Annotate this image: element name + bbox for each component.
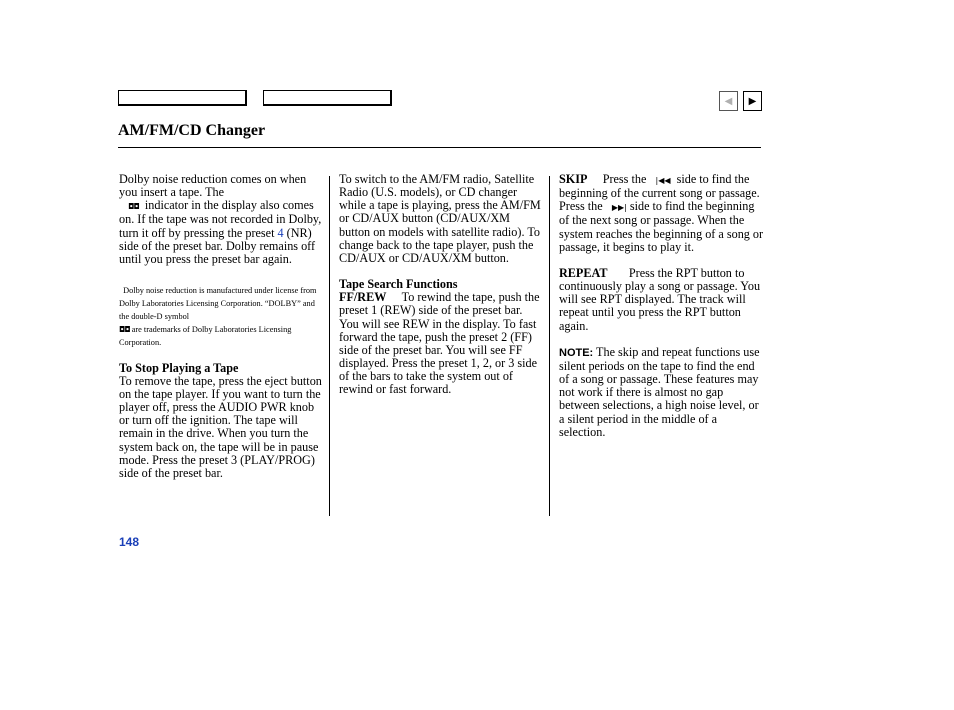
dolby-paragraph: Dolby noise reduction comes on when you insert a tape. The ◘◘ indicator in the display also comes on. If the tape was not recorded in Dolby, turn it off by pressing the preset 4 (NR) side of the preset bar. Dolby remains off until you press the preset bar again. xyxy=(119,172,322,266)
dolby-double-d-icon: ◘◘ xyxy=(119,325,130,335)
repeat-label: REPEAT xyxy=(559,265,608,280)
ffrew-label: FF/REW xyxy=(339,290,387,305)
skip-forward-icon: ▶▶| xyxy=(611,203,627,213)
stop-playing-body: To remove the tape, press the eject button on the tape player. If you want to turn the player off, press the AUDIO PWR knob or turn off the ignition. The tape will remain in the drive. When you turn the system back on, the tape will be in pause mode. Press the preset 3 (PLAY/PROG) side of the preset bar. xyxy=(119,373,322,480)
nav-button-2[interactable] xyxy=(263,90,392,106)
column-divider xyxy=(549,176,550,516)
dolby-legal-notice: Dolby noise reduction is manufactured under license from Dolby Laboratories Licensing Corporation. “DOLBY” and the double-D symbol ◘◘ are trademarks of Dolby Laboratories Licensing Corporation. xyxy=(119,286,317,348)
preset-4-ref: 4 xyxy=(277,225,284,240)
note-paragraph: NOTE: The skip and repeat functions use silent periods on the tape to find the end of a song or passage. These features may not work if there is almost no gap between selections, a high noise level, or a silent period in the middle of a selection. xyxy=(559,344,760,439)
dolby-double-d-icon: ◘◘ xyxy=(128,202,139,212)
column-2 xyxy=(339,173,544,397)
column-1 xyxy=(119,173,324,480)
skip-label: SKIP xyxy=(559,172,588,186)
next-page-icon[interactable]: ▶ xyxy=(743,91,762,111)
nav-button-1[interactable] xyxy=(118,90,247,106)
stop-playing-heading: To Stop Playing a Tape xyxy=(119,360,239,375)
ffrew-paragraph: FF/REW To rewind the tape, push the preset 1 (REW) side of the preset bar. You will see REW in the display. To fast forward the tape, push the preset 2 (FF) side of the preset bar. You will see FF displayed. Press the preset 1, 2, or 3 side of the bars to take the system out of rewind or fast forward. xyxy=(339,290,540,397)
note-label: NOTE: xyxy=(559,346,594,359)
title-divider xyxy=(118,147,761,148)
switch-mode-paragraph: To switch to the AM/FM radio, Satellite Radio (U.S. models), or CD changer while a tape is playing, press the AM/FM or CD/AUX button (CD/AUX/XM button on models with satellite radio). To change back to the tape player, push the CD/AUX or CD/AUX/XM button. xyxy=(339,172,541,265)
skip-back-icon: |◀◀ xyxy=(655,176,671,185)
column-3 xyxy=(559,173,764,439)
tape-search-heading: Tape Search Functions xyxy=(339,277,458,292)
column-divider xyxy=(329,176,330,516)
repeat-paragraph: REPEAT Press the RPT button to continuously play a song or passage. You will see RPT displayed. The track will repeat until you press the RPT button again. xyxy=(559,265,761,333)
page-number: 148 xyxy=(119,535,140,549)
page-title: AM/FM/CD Changer xyxy=(118,122,266,139)
prev-page-icon[interactable]: ◀ xyxy=(719,91,738,111)
skip-paragraph: SKIP Press the |◀◀ side to find the beginning of the current song or passage. Press the ▶▶| side to find the beginning of the next song or passage. When the system reaches the beginning of a song or passage, it begins to play it. xyxy=(559,172,764,254)
